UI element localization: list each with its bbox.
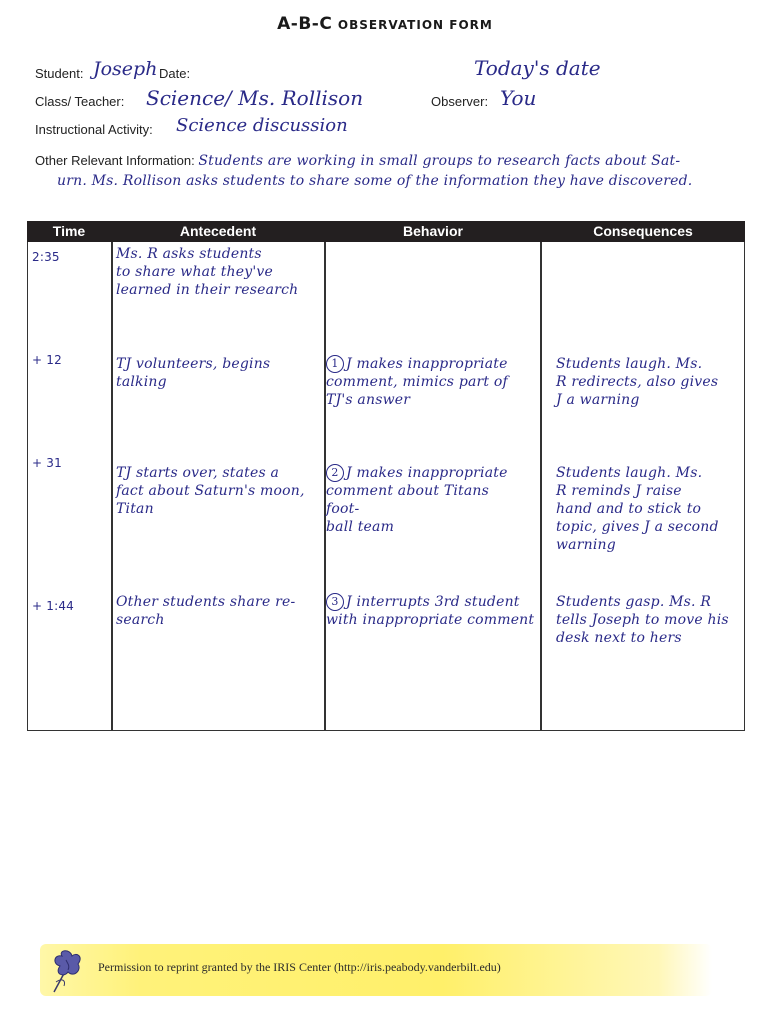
row4-consequence-line: Students gasp. Ms. R (556, 594, 712, 610)
row3-behavior (326, 464, 526, 536)
class-teacher-label: Class/ Teacher: (35, 94, 125, 109)
row2-antecedent-line: talking (116, 374, 167, 390)
row3-consequence-line: topic, gives J a second (556, 519, 719, 535)
row2-consequence-line: Students laugh. Ms. (556, 356, 703, 372)
header-behavior: Behavior (403, 223, 463, 239)
row4-time: + 1:44 (32, 599, 75, 613)
row2-behavior-line: TJ's answer (326, 392, 411, 408)
other-info-line2: urn. Ms. Rollison asks students to share some of the information they have discovered. (57, 173, 693, 189)
permission-text: Permission to reprint granted by the IRIS Center (http://iris.peabody.vanderbilt.edu) (98, 960, 501, 974)
row2-time: + 12 (32, 353, 62, 367)
row3-antecedent-line: Titan (116, 501, 154, 517)
column-divider (111, 242, 113, 730)
row2-consequences (556, 355, 741, 409)
row3-time: + 31 (32, 456, 62, 470)
other-relevant-information (35, 151, 740, 191)
row4-behavior-line (326, 593, 536, 611)
row3-behavior-line (326, 464, 526, 482)
header-time: Time (52, 223, 86, 239)
row3-consequence-line: hand and to stick to (556, 501, 702, 517)
row3-behavior-text: J makes inappropriate (346, 465, 508, 481)
row2-behavior-line: comment, mimics part of (326, 374, 508, 390)
row1-antecedent (116, 245, 316, 299)
activity-label: Instructional Activity: (35, 122, 153, 137)
student-value: Joseph (93, 58, 158, 80)
other-info-line1: Students are working in small groups to research facts about Sat- (198, 153, 681, 169)
form-title (0, 14, 770, 34)
row3-consequence-line: warning (556, 537, 616, 553)
row4-behavior-line: with inappropriate comment (326, 612, 535, 628)
row3-antecedent (116, 464, 316, 518)
row4-antecedent-line: search (116, 612, 165, 628)
row3-antecedent-line: TJ starts over, states a (116, 465, 280, 481)
row2-behavior-text: J makes inappropriate (346, 356, 508, 372)
observer-value: You (500, 86, 537, 110)
row2-behavior (326, 355, 526, 409)
other-info-label: Other Relevant Information: (35, 153, 195, 168)
row1-antecedent-line: to share what they've (116, 264, 273, 280)
student-label: Student: (35, 66, 84, 81)
row3-behavior-line: ball team (326, 519, 395, 535)
table-header (27, 221, 745, 242)
class-teacher-value: Science/ Ms. Rollison (146, 86, 364, 110)
row4-antecedent (116, 593, 316, 629)
row4-consequences (556, 593, 741, 647)
iris-flower-icon (48, 948, 88, 994)
row4-behavior (326, 593, 536, 629)
row4-antecedent-line: Other students share re- (116, 594, 296, 610)
row1-antecedent-line: learned in their research (116, 282, 299, 298)
behavior-number-badge: 1 (326, 355, 344, 373)
row3-consequence-line: Students laugh. Ms. (556, 465, 703, 481)
date-label: Date: (159, 66, 191, 81)
row4-consequence-line: tells Joseph to move his (556, 612, 729, 628)
behavior-number-badge: 3 (326, 593, 344, 611)
row2-antecedent (116, 355, 316, 391)
row2-antecedent-line: TJ volunteers, begins (116, 356, 271, 372)
row3-behavior-line: comment about Titans foot- (326, 483, 490, 517)
behavior-number-badge: 2 (326, 464, 344, 482)
row1-antecedent-line: Ms. R asks students (116, 246, 262, 262)
row3-antecedent-line: fact about Saturn's moon, (116, 483, 305, 499)
form-title-rest: OBSERVATION FORM (337, 18, 493, 32)
row4-consequence-line: desk next to hers (556, 630, 682, 646)
header-antecedent: Antecedent (179, 223, 257, 239)
row2-consequence-line: J a warning (556, 392, 640, 408)
column-divider (540, 242, 542, 730)
row1-time: 2:35 (32, 250, 60, 264)
activity-value: Science discussion (176, 115, 348, 136)
row4-behavior-text: J interrupts 3rd student (346, 594, 520, 610)
row3-consequence-line: R reminds J raise (556, 483, 682, 499)
row2-behavior-line (326, 355, 526, 373)
header-consequences: Consequences (593, 223, 693, 239)
date-value: Today's date (474, 56, 601, 80)
row2-consequence-line: R redirects, also gives (556, 374, 719, 390)
row3-consequences (556, 464, 741, 554)
observer-label: Observer: (431, 94, 489, 109)
form-title-abc: A-B-C (277, 14, 333, 34)
